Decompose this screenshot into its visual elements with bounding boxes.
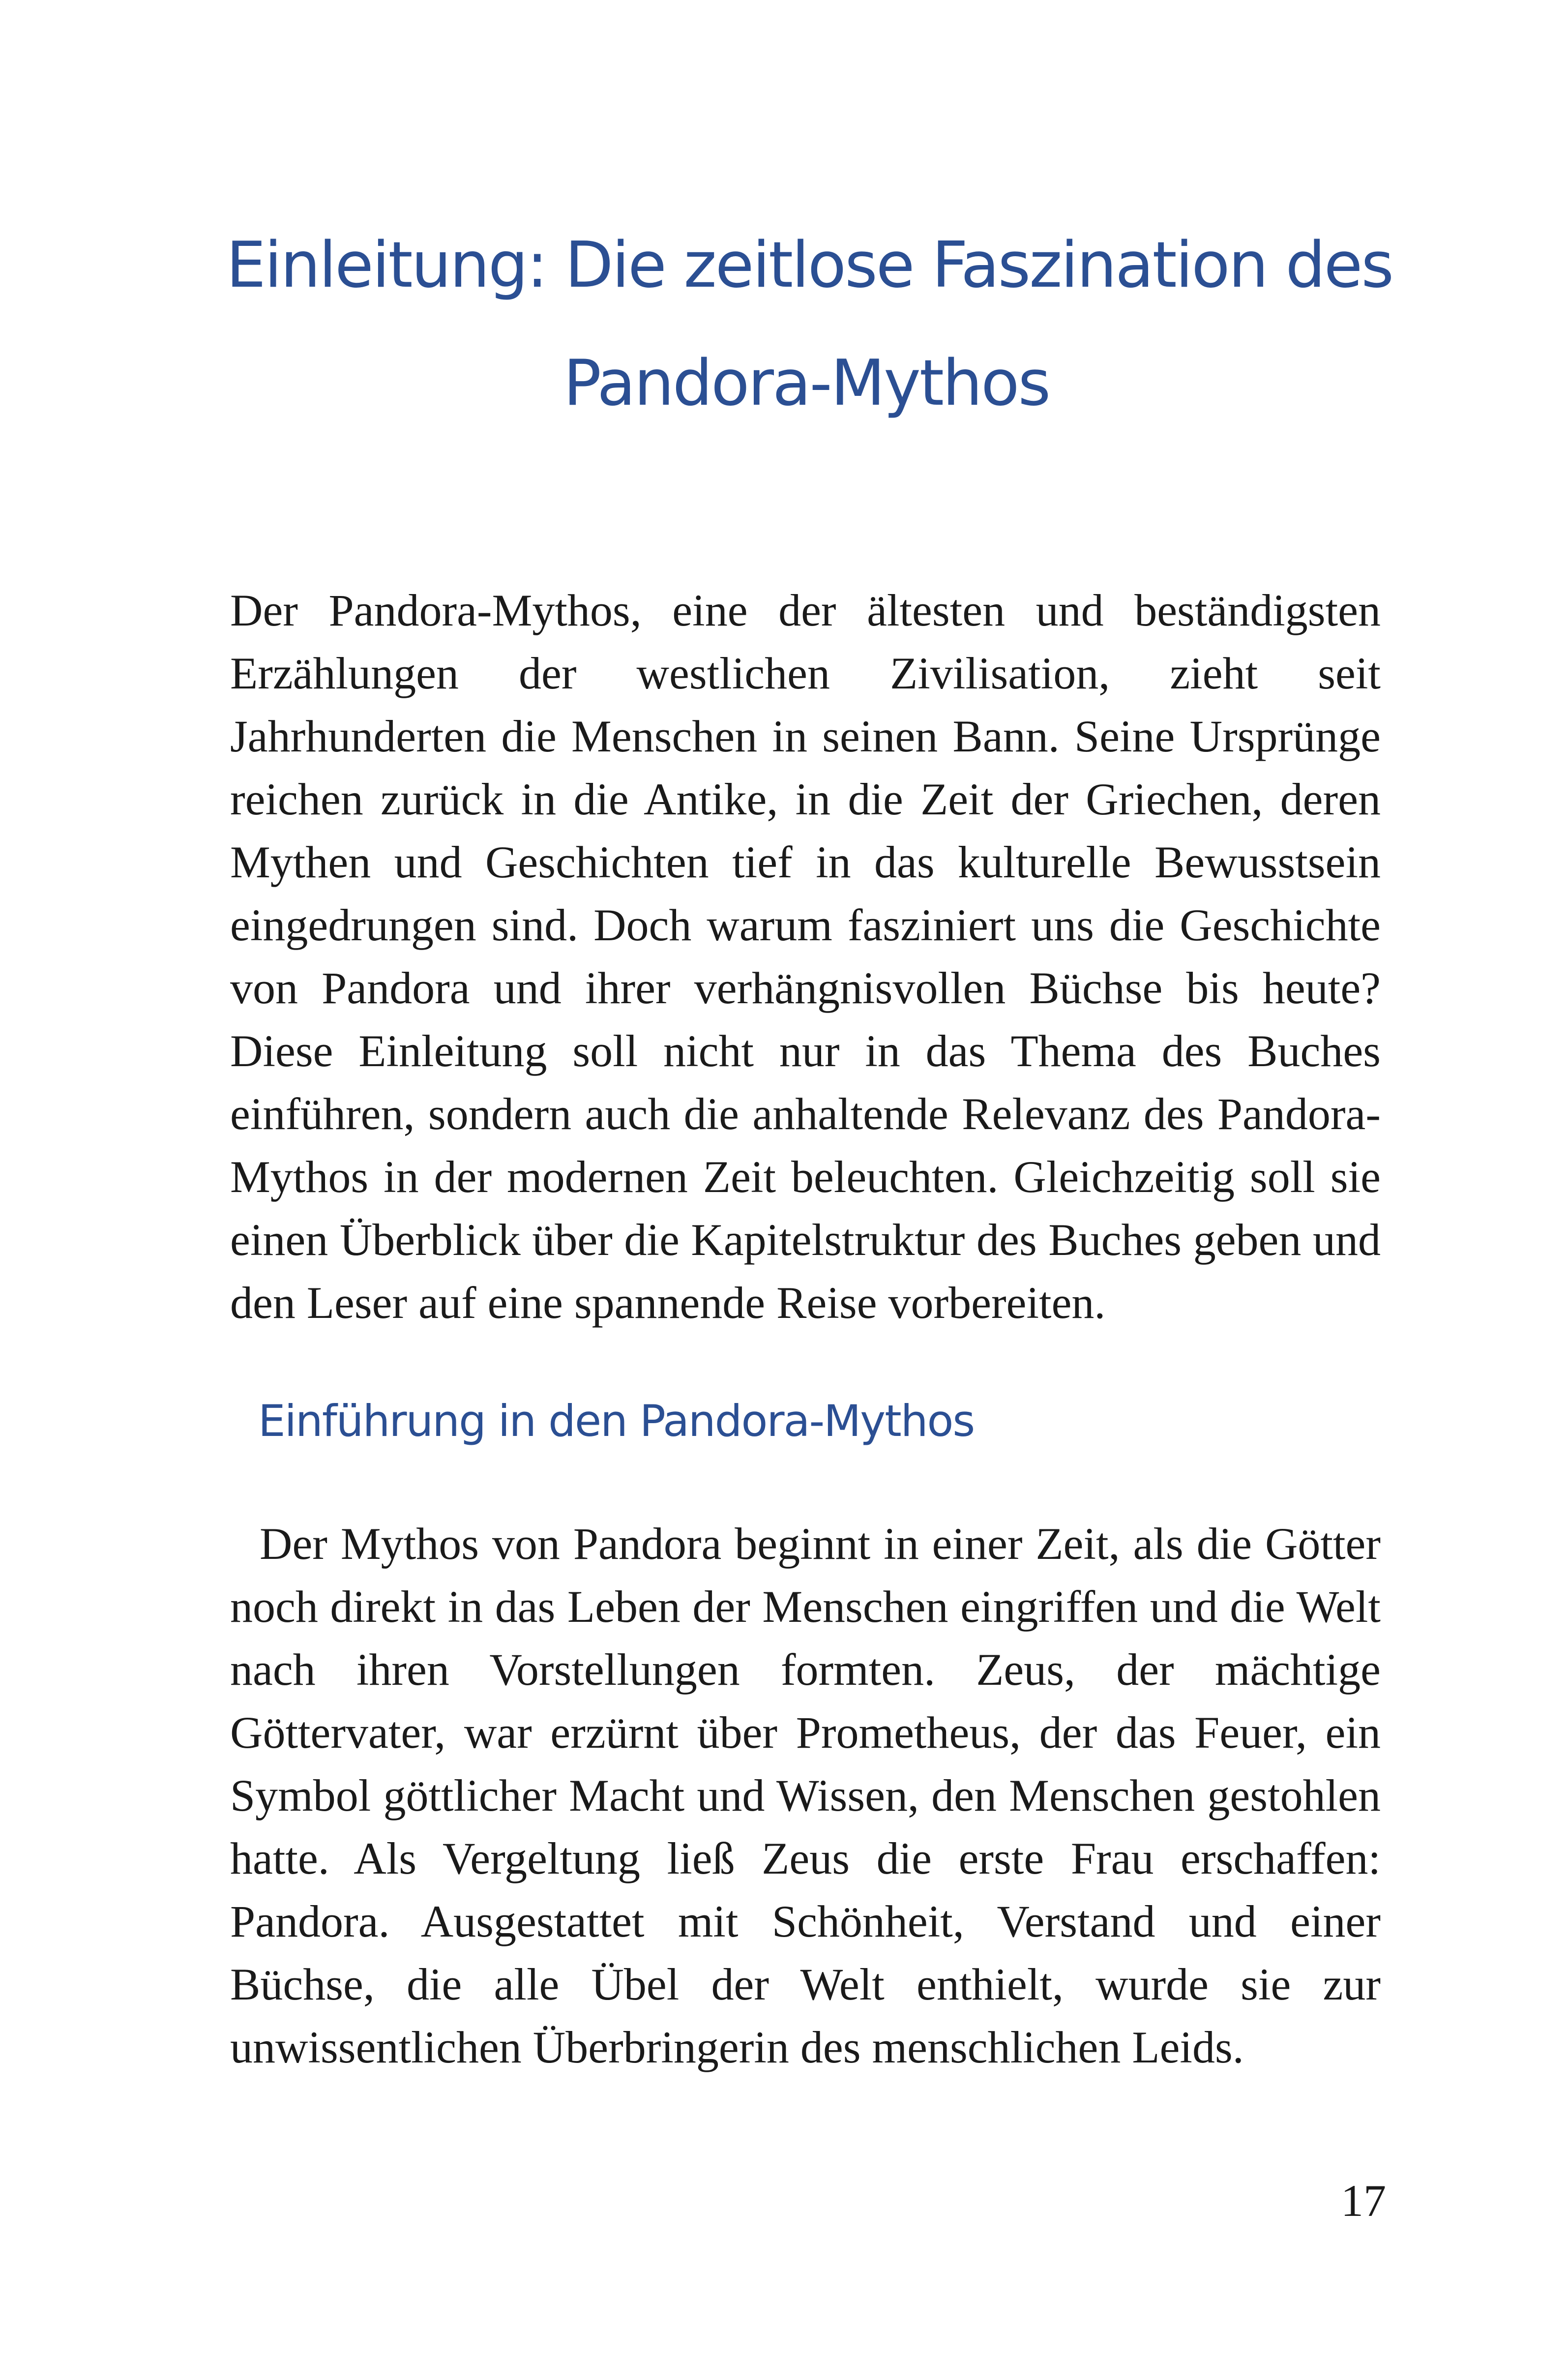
- page-number: 17: [1341, 2176, 1386, 2226]
- section-heading: Einführung in den Pandora-Mythos: [258, 1396, 975, 1446]
- intro-paragraph: Der Pandora-Mythos, eine der ältesten und beständigsten Erzählungen der westlichen Zivilisation, zieht seit Jahrhunderten die Menschen in seinen Bann. Seine Ursprünge reichen zurück in die Antike, in die Zeit der Griechen, deren Mythen und Geschichten tief in das kulturelle Bewusstsein eingedrungen sind. Doch warum fasziniert uns die Geschichte von Pandora und ihrer verhängnisvollen Büchse bis heute? Diese Einleitung soll nicht nur in das Thema des Buches einführen, sondern auch die anhaltende Relevanz des Pandora-Mythos in der modernen Zeit beleuchten. Gleichzeitig soll sie einen Überblick über die Kapitelstruktur des Buches geben und den Leser auf eine spannende Reise vorbereiten.: [230, 585, 1381, 1328]
- chapter-title-line-1: Einleitung: Die zeitlose Faszination des: [226, 229, 1393, 302]
- section-paragraph: Der Mythos von Pandora beginnt in einer Zeit, als die Götter noch direkt in das Leben der Menschen eingriffen und die Welt nach ihren Vorstellungen formten. Zeus, der mächtige Göttervater, war erzürnt über Prometheus, der das Feuer, ein Symbol göttlicher Macht und Wissen, den Menschen gestohlen hatte. Als Vergeltung ließ Zeus die erste Frau erschaffen: Pandora. Ausgestattet mit Schönheit, Verstand und einer Büchse, die alle Übel der Welt enthielt, wurde sie zur unwissentlichen Überbringerin des menschlichen Leids.: [230, 1519, 1381, 2072]
- chapter-title-line-2: Pandora-Mythos: [563, 347, 1050, 420]
- chapter-title: [226, 207, 1393, 443]
